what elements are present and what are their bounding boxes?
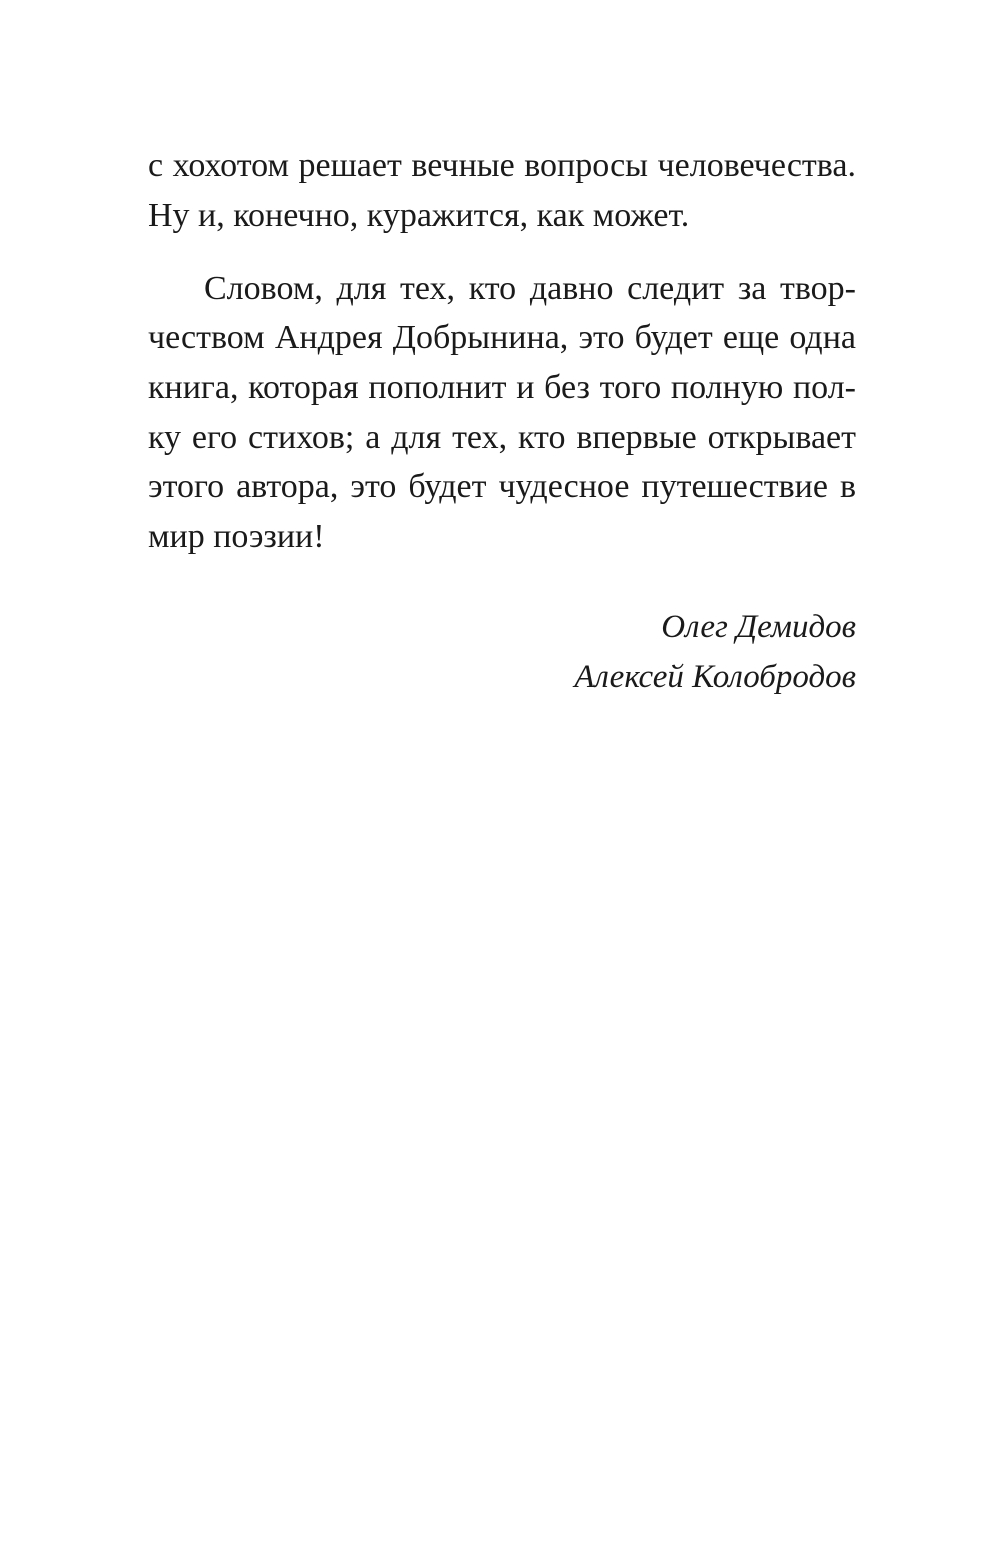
text-line: этого автора, это будет чудесное путешествие в xyxy=(148,468,856,505)
text-line: Ну и, конечно, куражится, как может. xyxy=(148,197,690,234)
text-line: с хохотом решает вечные вопросы человечества. xyxy=(148,147,856,184)
text-line: чеством Андрея Добрынина, это будет еще одна xyxy=(148,319,856,356)
text-line: Словом, для тех, кто давно следит за твор- xyxy=(204,270,856,307)
signature-author-2: Алексей Колобродов xyxy=(574,659,856,695)
text-line: мир поэзии! xyxy=(148,518,325,555)
text-line: ку его стихов; а для тех, кто впервые открывает xyxy=(148,419,856,456)
text-line: книга, которая пополнит и без того полную пол- xyxy=(148,369,856,406)
signature-author-1: Олег Демидов xyxy=(661,609,856,645)
